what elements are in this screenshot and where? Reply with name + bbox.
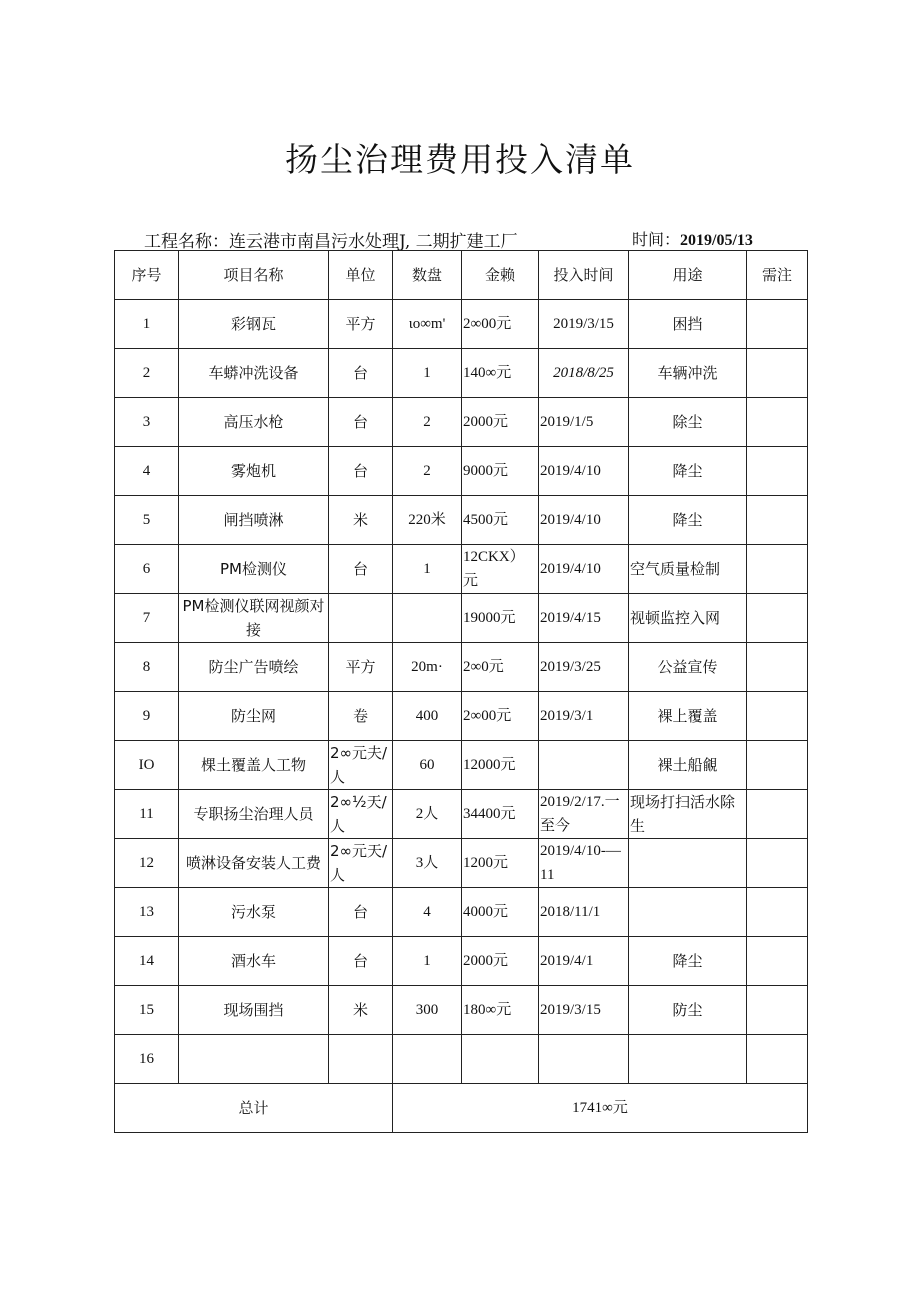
total-value: 1741∞元 [393,1084,808,1133]
col-header-purpose: 用途 [629,251,747,300]
item-name: 彩钢瓦 [179,300,329,349]
quantity: 1 [393,349,462,398]
unit [329,594,393,643]
purpose: 困挡 [629,300,747,349]
row-index: 16 [115,1035,179,1084]
row-index: 6 [115,545,179,594]
purpose: 降尘 [629,447,747,496]
row-index: 15 [115,986,179,1035]
expense-table [114,250,808,1133]
item-name: 车蟒冲洗设备 [179,349,329,398]
col-header-item: 项目名称 [179,251,329,300]
table-row [115,594,808,643]
date [539,1035,629,1084]
table-row [115,839,808,888]
date: 2019/1/5 [539,398,629,447]
item-name: 闸挡喷淋 [179,496,329,545]
row-index: 14 [115,937,179,986]
purpose: 裸上覆盖 [629,692,747,741]
page-title: 扬尘治理费用投入清单 [285,140,635,179]
row-index: 5 [115,496,179,545]
date: 2019/4/1 [539,937,629,986]
row-index: IO [115,741,179,790]
table-row [115,986,808,1035]
quantity: 1 [393,545,462,594]
amount: 2∞00元 [462,300,539,349]
row-index: 13 [115,888,179,937]
unit: 台 [329,888,393,937]
unit: 米 [329,986,393,1035]
remark [747,1035,808,1084]
amount: 12CKX）元 [462,545,539,594]
purpose: 车辆冲洗 [629,349,747,398]
date: 2018/11/1 [539,888,629,937]
remark [747,643,808,692]
row-index: 4 [115,447,179,496]
table-row [115,300,808,349]
date: 2019/3/1 [539,692,629,741]
purpose: 现场打扫活水除生 [629,790,747,839]
row-index: 1 [115,300,179,349]
date: 2018/8/25 [539,349,629,398]
unit: 台 [329,447,393,496]
item-name: 现场围挡 [179,986,329,1035]
purpose: 公益宣传 [629,643,747,692]
row-index: 11 [115,790,179,839]
row-index: 2 [115,349,179,398]
unit: 2∞½天/人 [329,790,393,839]
unit: 卷 [329,692,393,741]
amount: 4000元 [462,888,539,937]
purpose: 裸土船覦 [629,741,747,790]
date: 2019/4/10-—11 [539,839,629,888]
table-row [115,888,808,937]
quantity: 1 [393,937,462,986]
unit: 台 [329,545,393,594]
col-header-date: 投入时间 [539,251,629,300]
amount: 9000元 [462,447,539,496]
row-index: 3 [115,398,179,447]
item-name: 污水泵 [179,888,329,937]
purpose: 降尘 [629,496,747,545]
quantity: 400 [393,692,462,741]
item-name: 专职扬尘治理人员 [179,790,329,839]
date: 2019/4/15 [539,594,629,643]
table-header-row [115,251,808,300]
amount: 2000元 [462,398,539,447]
total-label: 总计 [115,1084,393,1133]
remark [747,937,808,986]
row-index: 7 [115,594,179,643]
quantity: 2 [393,447,462,496]
unit: 台 [329,398,393,447]
remark [747,888,808,937]
remark [747,349,808,398]
unit: 平方 [329,643,393,692]
remark [747,447,808,496]
purpose [629,839,747,888]
quantity: ιo∞m' [393,300,462,349]
remark [747,741,808,790]
table-row [115,398,808,447]
purpose [629,888,747,937]
quantity: 60 [393,741,462,790]
table-row [115,447,808,496]
quantity: 2人 [393,790,462,839]
amount: 140∞元 [462,349,539,398]
amount: 2∞0元 [462,643,539,692]
purpose: 降尘 [629,937,747,986]
item-name: 防尘广告喷绘 [179,643,329,692]
unit: 2∞元天/人 [329,839,393,888]
item-name: 防尘网 [179,692,329,741]
date: 2019/3/15 [539,986,629,1035]
quantity [393,594,462,643]
table-row [115,545,808,594]
date: 2019/3/25 [539,643,629,692]
item-name: PM检测仪 [179,545,329,594]
purpose: 除尘 [629,398,747,447]
quantity: 300 [393,986,462,1035]
quantity: 220米 [393,496,462,545]
remark [747,300,808,349]
remark [747,790,808,839]
quantity: 20m· [393,643,462,692]
table-row [115,1035,808,1084]
purpose [629,1035,747,1084]
remark [747,986,808,1035]
remark [747,545,808,594]
date: 2019/4/10 [539,545,629,594]
unit: 2∞元夫/人 [329,741,393,790]
col-header-remark: 需注 [747,251,808,300]
time-label: 时间： [632,230,681,249]
row-index: 9 [115,692,179,741]
time-value: 2019/05/13 [680,232,753,249]
item-name: 雾炮机 [179,447,329,496]
col-header-amount: 金赖 [462,251,539,300]
item-name: 喷淋设备安装人工费 [179,839,329,888]
row-index: 8 [115,643,179,692]
table-row [115,790,808,839]
col-header-unit: 单位 [329,251,393,300]
table-row [115,937,808,986]
col-header-index: 序号 [115,251,179,300]
amount: 12000元 [462,741,539,790]
date: 2019/2/17.一至今 [539,790,629,839]
unit: 米 [329,496,393,545]
remark [747,594,808,643]
item-name: 酒水车 [179,937,329,986]
unit: 平方 [329,300,393,349]
item-name [179,1035,329,1084]
unit [329,1035,393,1084]
amount [462,1035,539,1084]
table-row [115,741,808,790]
purpose: 视顿监控入网 [629,594,747,643]
project-name: 工程名称：连云港市南昌污水处理J, 二期扩建工厂 [144,232,518,252]
remark [747,692,808,741]
item-name: 高压水枪 [179,398,329,447]
date: 2019/4/10 [539,496,629,545]
unit: 台 [329,937,393,986]
amount: 4500元 [462,496,539,545]
remark [747,839,808,888]
purpose: 防尘 [629,986,747,1035]
amount: 2000元 [462,937,539,986]
table-row [115,692,808,741]
col-header-quantity: 数盘 [393,251,462,300]
table-row [115,349,808,398]
date-line [632,227,753,250]
item-name: 棵土覆盖人工物 [179,741,329,790]
table-row [115,643,808,692]
purpose: 空气质量检制 [629,545,747,594]
amount: 2∞00元 [462,692,539,741]
total-row [115,1084,808,1133]
date: 2019/3/15 [539,300,629,349]
row-index: 12 [115,839,179,888]
quantity [393,1035,462,1084]
unit: 台 [329,349,393,398]
date [539,741,629,790]
table-row [115,496,808,545]
remark [747,496,808,545]
amount: 1200元 [462,839,539,888]
item-name: PM检测仪联网视颜对接 [179,594,329,643]
amount: 19000元 [462,594,539,643]
amount: 34400元 [462,790,539,839]
date: 2019/4/10 [539,447,629,496]
remark [747,398,808,447]
amount: 180∞元 [462,986,539,1035]
quantity: 4 [393,888,462,937]
quantity: 3人 [393,839,462,888]
quantity: 2 [393,398,462,447]
